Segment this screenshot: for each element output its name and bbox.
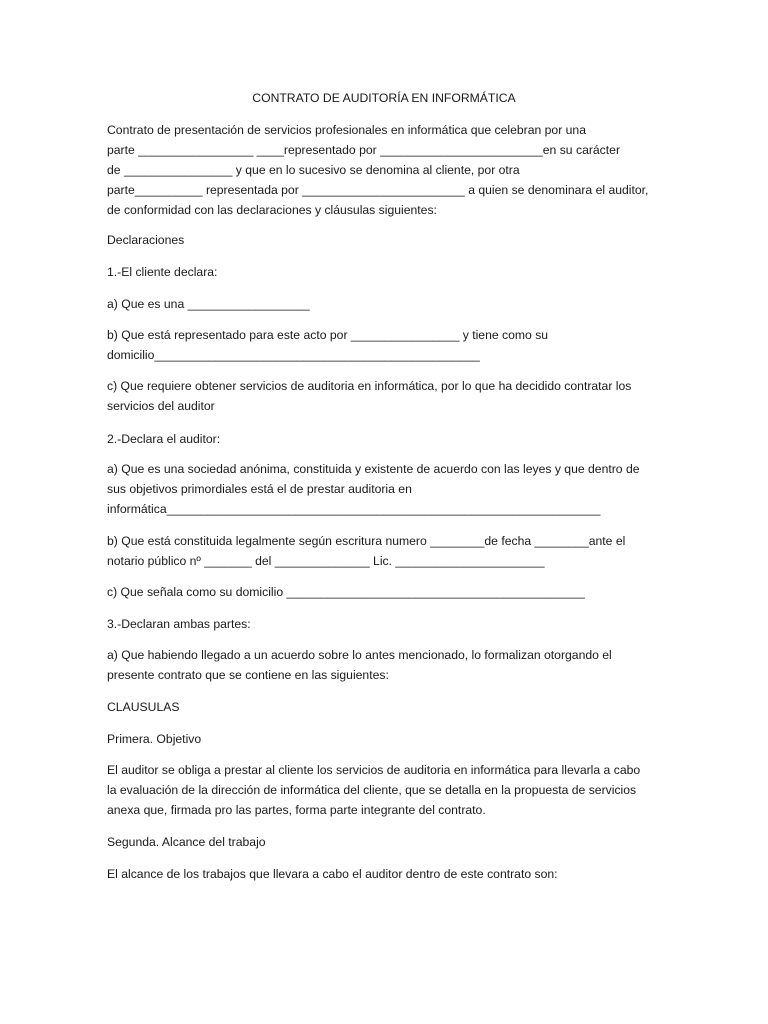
intro-line: de ________________ y que en lo sucesivo se denomina al cliente, por otra bbox=[107, 163, 520, 177]
heading-text: CLAUSULAS bbox=[107, 700, 180, 714]
item-line: informática________________________________________________________________ bbox=[107, 502, 601, 516]
heading-text: 1.-El cliente declara: bbox=[107, 265, 218, 279]
clause-line: la evaluación de la dirección de informática del cliente, que se detalla en la propuesta de servicios bbox=[107, 783, 637, 797]
item-text: a) Que es una __________________ bbox=[107, 297, 310, 311]
cliente-item-b bbox=[107, 325, 677, 365]
ambas-item-a bbox=[107, 645, 677, 685]
auditor-heading bbox=[107, 429, 677, 449]
document-title: CONTRATO DE AUDITORÍA EN INFORMÁTICA bbox=[252, 91, 516, 105]
segunda-text bbox=[107, 864, 677, 884]
heading-text: Declaraciones bbox=[107, 233, 185, 247]
cliente-item-c bbox=[107, 376, 677, 416]
intro-paragraph bbox=[107, 120, 677, 220]
clausulas-heading bbox=[107, 697, 677, 717]
clause-line: El auditor se obliga a prestar al cliente los servicios de auditoria en informática para llevarla a cabo bbox=[107, 763, 641, 777]
intro-line: Contrato de presentación de servicios profesionales en informática que celebran por una bbox=[107, 123, 586, 137]
item-line: presente contrato que se contiene en las siguientes: bbox=[107, 668, 389, 682]
auditor-item-b bbox=[107, 531, 677, 571]
intro-line: de conformidad con las declaraciones y cláusulas siguientes: bbox=[107, 203, 437, 217]
heading-text: 3.-Declaran ambas partes: bbox=[107, 617, 251, 631]
ambas-heading bbox=[107, 614, 677, 634]
item-line: domicilio________________________________________________ bbox=[107, 348, 480, 362]
declaraciones-heading bbox=[107, 230, 677, 250]
item-line: b) Que está constituida legalmente según escritura numero ________de fecha ________ante el bbox=[107, 534, 626, 548]
item-line: b) Que está representado para este acto por ________________ y tiene como su bbox=[107, 328, 549, 342]
intro-line: parte _________________ ____representado por ________________________en su carácter bbox=[107, 143, 620, 157]
heading-text: Primera. Objetivo bbox=[107, 732, 202, 746]
auditor-item-c bbox=[107, 582, 677, 602]
clause-line: anexa que, firmada pro las partes, forma parte integrante del contrato. bbox=[107, 803, 486, 817]
item-line: sus objetivos primordiales está el de prestar auditoria en bbox=[107, 482, 412, 496]
clause-line: El alcance de los trabajos que llevara a cabo el auditor dentro de este contrato son: bbox=[107, 867, 558, 881]
item-text: c) Que señala como su domicilio ____________________________________________ bbox=[107, 585, 585, 599]
intro-line: parte__________ representada por ________________________ a quien se denominara el auditor, bbox=[107, 183, 649, 197]
heading-text: Segunda. Alcance del trabajo bbox=[107, 835, 266, 849]
cliente-item-a bbox=[107, 294, 677, 314]
item-line: a) Que es una sociedad anónima, constituida y existente de acuerdo con las leyes y que dentro de bbox=[107, 462, 640, 476]
heading-text: 2.-Declara el auditor: bbox=[107, 432, 221, 446]
item-line: notario público nº _______ del ______________ Lic. ______________________ bbox=[107, 554, 545, 568]
auditor-item-a bbox=[107, 459, 677, 519]
item-line: servicios del auditor bbox=[107, 399, 215, 413]
primera-heading bbox=[107, 729, 677, 749]
segunda-heading bbox=[107, 832, 677, 852]
primera-text bbox=[107, 760, 677, 820]
cliente-heading bbox=[107, 262, 677, 282]
item-line: c) Que requiere obtener servicios de auditoria en informática, por lo que ha decidido contratar los bbox=[107, 379, 632, 393]
item-line: a) Que habiendo llegado a un acuerdo sobre lo antes mencionado, lo formalizan otorgando el bbox=[107, 648, 612, 662]
